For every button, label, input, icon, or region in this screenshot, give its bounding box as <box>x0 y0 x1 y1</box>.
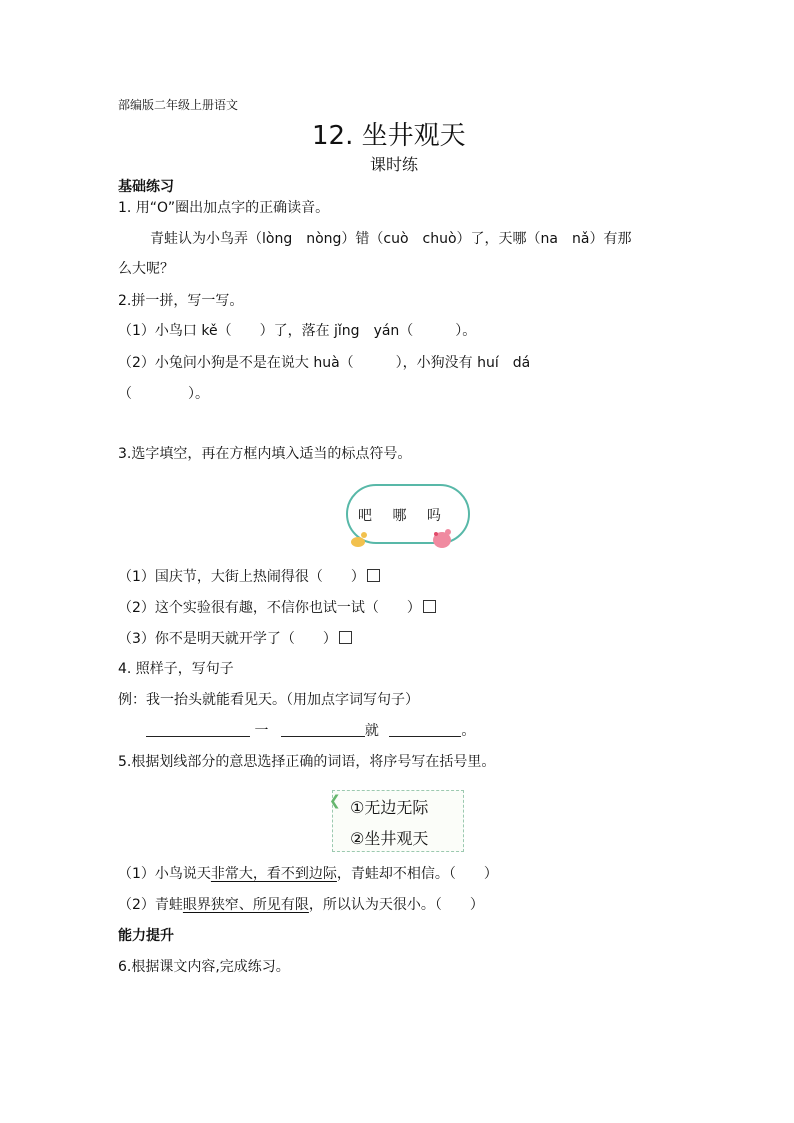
dinosaur-decoration-icon <box>348 526 458 552</box>
q4-blank-3[interactable] <box>389 723 461 737</box>
punct-box-3[interactable] <box>339 631 352 644</box>
q5-item2: （2）青蛙眼界狭窄、所见有限，所以认为天很小。（ ） <box>118 897 484 913</box>
q2-item1: （1）小鸟口 kě（ ）了，落在 jǐng yán（ ）。 <box>118 323 477 339</box>
leaf-icon: ❮ <box>329 793 341 809</box>
q3-stem: 3.选字填空，再在方框内填入适当的标点符号。 <box>118 446 412 462</box>
q2-item2-answer: （ ）。 <box>118 386 209 402</box>
q2-item2: （2）小兔问小狗是不是在说大 huà（ ），小狗没有 huí dá <box>118 355 531 371</box>
q4-example: 例：我一抬头就能看见天。（用加点字词写句子） <box>118 692 419 708</box>
q6-stem: 6.根据课文内容,完成练习。 <box>118 959 290 975</box>
q3-item3: （3）你不是明天就开学了（ ） <box>118 631 352 646</box>
q1-line2: 么大呢？ <box>118 261 174 277</box>
choice-na: 哪 <box>392 508 407 524</box>
q1-stem: 1. 用“O”圈出加点字的正确读音。 <box>118 200 330 216</box>
q4-blank-2[interactable] <box>281 723 365 737</box>
q5-item1: （1）小鸟说天非常大，看不到边际，青蛙却不相信。（ ） <box>118 866 498 882</box>
section-advanced: 能力提升 <box>118 928 174 944</box>
choice-ba: 吧 <box>358 508 372 524</box>
q5-option-1: ①无边无际 <box>350 798 429 817</box>
punct-box-1[interactable] <box>367 569 380 582</box>
subject-label: 部编版二年级上册语文 <box>118 98 239 112</box>
word-cloud-choices <box>358 505 457 525</box>
q5-option-2: ②坐井观天 <box>350 829 429 848</box>
q4-blank-1[interactable] <box>146 723 250 737</box>
page-subtitle: 课时练 <box>370 155 419 174</box>
q4-answer-line: 一 就 。 <box>146 723 475 738</box>
choice-ma: 吗 <box>426 508 441 524</box>
q3-item2: （2）这个实验很有趣，不信你也试一试（ ） <box>118 600 436 615</box>
q4-stem: 4. 照样子，写句子 <box>118 661 234 677</box>
punct-box-2[interactable] <box>423 600 436 613</box>
q1-line1: 青蛙认为小鸟弄（lòng nòng）错（cuò chuò）了，天哪（na nǎ）有那 <box>150 231 632 247</box>
q3-item1: （1）国庆节，大街上热闹得很（ ） <box>118 569 380 584</box>
q5-stem: 5.根据划线部分的意思选择正确的词语，将序号写在括号里。 <box>118 754 496 770</box>
section-basic: 基础练习 <box>118 179 174 195</box>
page-title: 12. 坐井观天 <box>312 121 466 151</box>
q2-stem: 2.拼一拼，写一写。 <box>118 293 244 309</box>
